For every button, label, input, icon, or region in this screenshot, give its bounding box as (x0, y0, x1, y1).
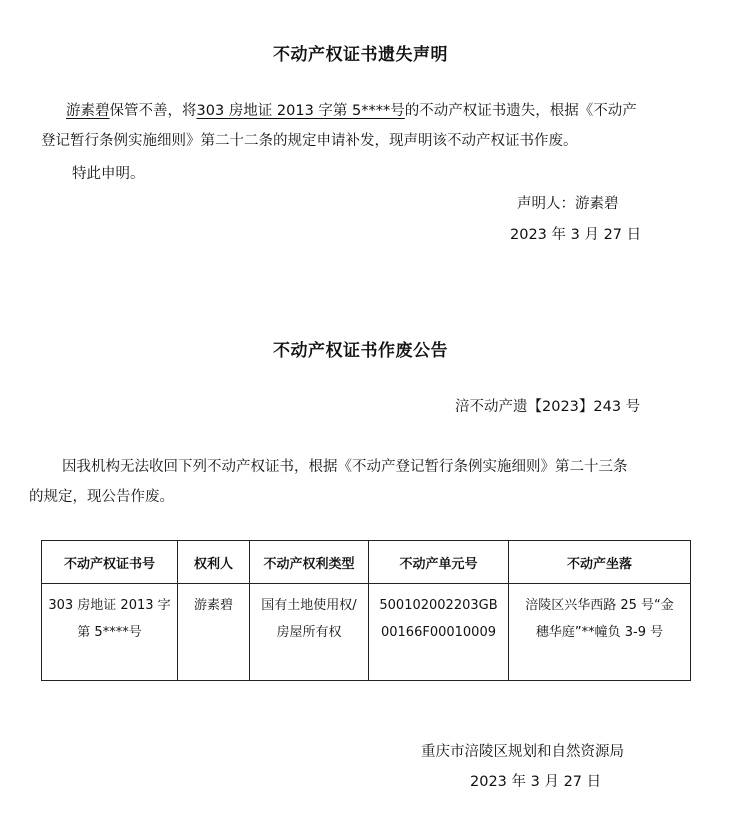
cell-line: 穗华庭”**幢负 3-9 号 (535, 625, 664, 640)
cell-line: 303 房地证 2013 字 (48, 598, 171, 613)
column-header: 不动产权利类型 (250, 541, 369, 584)
void-notice-doc-number: 涪不动产遗【2023】243 号 (455, 399, 641, 415)
void-notice-body-line2: 的规定，现公告作废。 (29, 489, 174, 505)
table-header-row (42, 541, 691, 584)
cell-line: 国有土地使用权/ (261, 598, 357, 613)
cell-right-type (250, 584, 369, 681)
owner-name: 游素碧 (66, 103, 110, 119)
cell-line: 游素碧 (193, 598, 233, 613)
loss-statement-date: 2023 年 3 月 27 日 (510, 227, 642, 243)
declarant-label: 声明人： (517, 196, 575, 212)
void-notice-body-line1: 因我机构无法收回下列不动产权证书，根据《不动产登记暂行条例实施细则》第二十三条 (62, 459, 628, 475)
text-fragment: 的不动产权证书遗失，根据《不动产 (404, 103, 637, 119)
column-header: 不动产单元号 (369, 541, 509, 584)
void-notice-title: 不动产权证书作废公告 (273, 341, 448, 361)
column-header: 权利人 (178, 541, 250, 584)
declarant (517, 193, 619, 215)
cell-certificate-number (42, 584, 178, 681)
issuer: 重庆市涪陵区规划和自然资源局 (421, 744, 624, 760)
cell-holder (178, 584, 250, 681)
cell-unit-number (369, 584, 509, 681)
loss-statement-closing: 特此申明。 (72, 166, 145, 182)
void-notice-date: 2023 年 3 月 27 日 (470, 774, 602, 790)
cell-line: 第 5****号 (77, 625, 142, 640)
cell-line: 500102002203GB (379, 598, 498, 613)
column-header: 不动产权证书号 (42, 541, 178, 584)
void-certificate-table (41, 540, 691, 681)
loss-statement-paragraph-line2: 登记暂行条例实施细则》第二十二条的规定申请补发，现声明该不动产权证书作废。 (41, 133, 578, 149)
loss-statement-paragraph-line1 (66, 100, 637, 122)
table-row (42, 584, 691, 681)
cell-line: 00166F00010009 (380, 625, 496, 640)
certificate-number: 303 房地证 2013 字第 5****号 (196, 103, 405, 119)
declarant-name: 游素碧 (575, 196, 619, 212)
cell-line: 涪陵区兴华西路 25 号“金 (525, 598, 674, 613)
column-header: 不动产坐落 (509, 541, 691, 584)
cell-location (509, 584, 691, 681)
loss-statement-title: 不动产权证书遗失声明 (273, 45, 448, 65)
cell-line: 房屋所有权 (276, 625, 342, 640)
text-fragment: 保管不善，将 (109, 103, 197, 119)
